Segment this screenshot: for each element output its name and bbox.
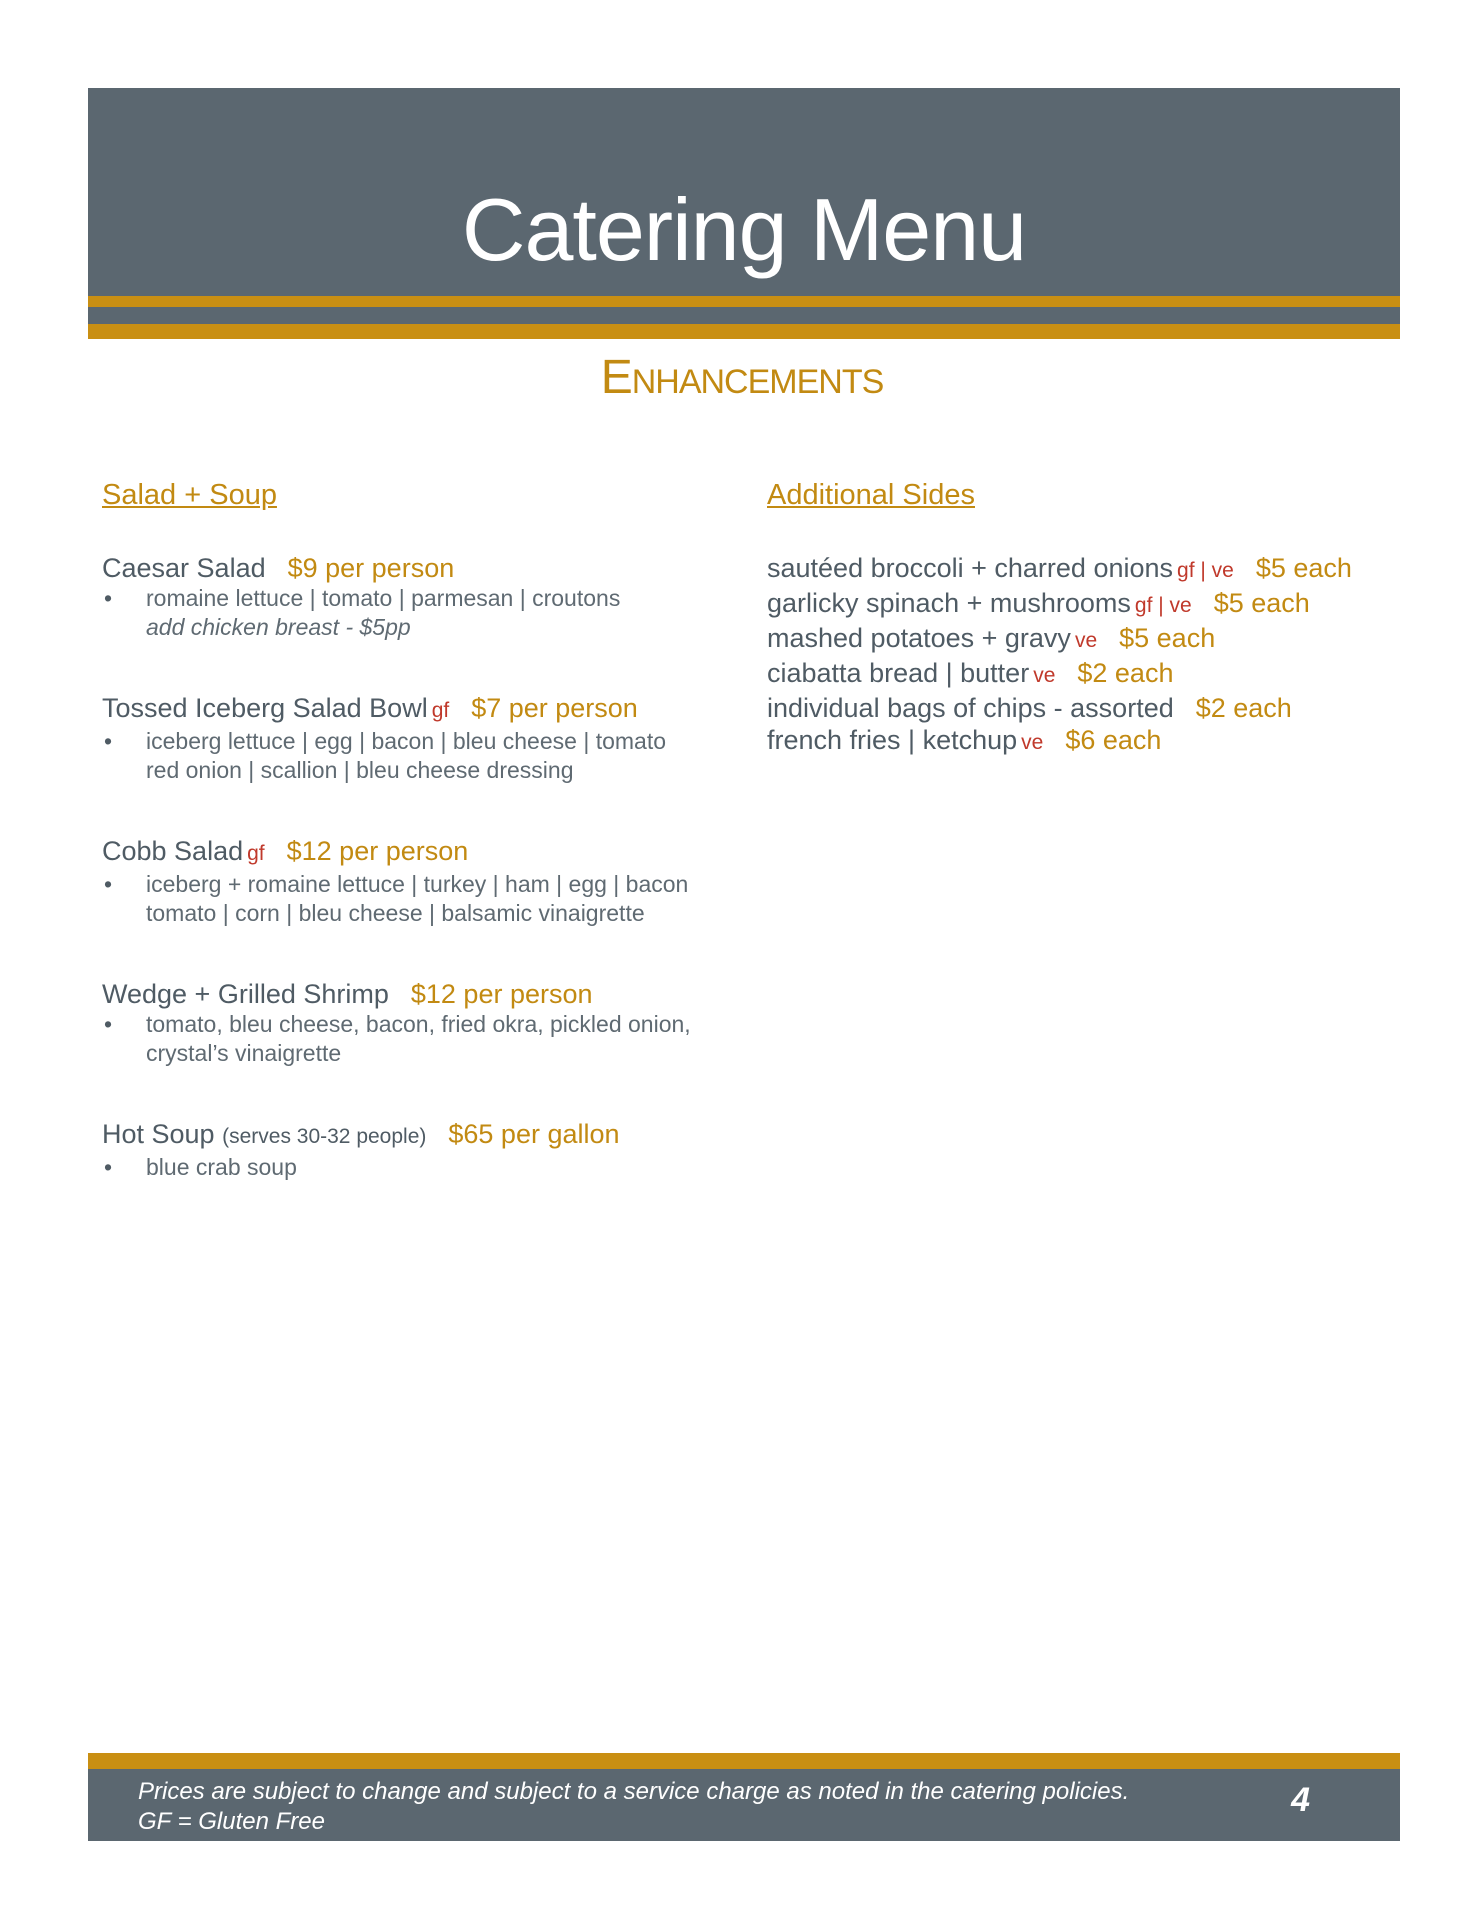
diet-tag: gf | ve — [1134, 593, 1192, 617]
header-gold-stripe-top — [88, 296, 1400, 307]
section-subtitle: Enhancements — [600, 351, 884, 404]
ingredient-line: • iceberg + romaine lettuce | turkey | ham | egg | bacon — [146, 870, 689, 897]
footer-price-disclaimer: Prices are subject to change and subject to a service charge as noted in the catering policies. — [138, 1778, 1130, 1805]
salad-soup-column — [102, 480, 742, 1232]
page-number: 4 — [1291, 1781, 1310, 1819]
side-price: $2 each — [1195, 692, 1292, 723]
item-header — [102, 835, 742, 870]
menu-item-wedge-shrimp — [102, 978, 742, 1068]
salad-soup-heading: Salad + Soup — [102, 479, 277, 511]
side-item — [767, 587, 1407, 622]
side-name: individual bags of chips - assorted — [767, 692, 1174, 723]
side-item — [767, 622, 1407, 657]
additional-sides-column — [767, 480, 1407, 759]
page-title: Catering Menu — [461, 180, 1027, 279]
side-price: $5 each — [1119, 622, 1216, 653]
menu-item-hot-soup — [102, 1118, 742, 1182]
item-header — [102, 552, 742, 584]
side-name: mashed potatoes + gravy — [767, 622, 1071, 653]
diet-tag: ve — [1021, 730, 1044, 754]
side-price: $2 each — [1077, 657, 1174, 688]
header-banner — [88, 88, 1400, 343]
item-name: Cobb Salad — [102, 835, 244, 866]
item-price: $9 per person — [287, 552, 455, 583]
ingredient-line: • tomato, bleu cheese, bacon, fried okra, pickled onion, — [146, 1010, 691, 1037]
ingredient-line: crystal’s vinaigrette — [146, 1039, 342, 1066]
diet-tag: ve — [1033, 663, 1056, 687]
side-price: $6 each — [1065, 724, 1162, 755]
item-name: Wedge + Grilled Shrimp — [102, 978, 389, 1009]
item-price: $12 per person — [410, 978, 593, 1009]
side-item — [767, 552, 1407, 587]
item-name: Caesar Salad — [102, 552, 266, 583]
item-name: Tossed Iceberg Salad Bowl — [102, 692, 428, 723]
item-price: $7 per person — [471, 692, 638, 723]
menu-item-caesar-salad — [102, 552, 742, 642]
side-name: ciabatta bread | butter — [767, 657, 1030, 688]
footer-note — [138, 1777, 1129, 1837]
side-price: $5 each — [1255, 552, 1352, 583]
header-slate-stripe — [88, 307, 1400, 324]
ingredient-line: red onion | scallion | bleu cheese dressing — [146, 756, 574, 783]
footer-gold-stripe — [88, 1753, 1400, 1769]
side-name: sautéed broccoli + charred onions — [767, 552, 1174, 583]
item-ingredients — [102, 727, 742, 785]
gf-tag: gf — [431, 698, 450, 722]
item-ingredients — [102, 1010, 742, 1068]
diet-tag: ve — [1074, 628, 1098, 652]
ingredient-line: tomato | corn | bleu cheese | balsamic vinaigrette — [146, 899, 645, 926]
side-item — [767, 724, 1407, 759]
footer-banner — [88, 1753, 1400, 1841]
item-ingredients: • romaine lettuce | tomato | parmesan | croutons — [102, 584, 742, 613]
menu-item-cobb-salad — [102, 835, 742, 928]
side-item — [767, 692, 1407, 724]
side-name: french fries | ketchup — [767, 724, 1018, 755]
additional-sides-heading: Additional Sides — [767, 479, 975, 511]
diet-tag: gf | ve — [1177, 558, 1234, 582]
header-gold-stripe-bottom — [88, 324, 1400, 339]
item-price: $12 per person — [286, 835, 469, 866]
item-header — [102, 692, 742, 727]
item-header — [102, 978, 742, 1010]
item-price: $65 per gallon — [448, 1118, 620, 1149]
item-ingredients — [102, 870, 742, 928]
side-item — [767, 657, 1407, 692]
footer-gf-legend: GF = Gluten Free — [138, 1808, 325, 1835]
item-addon: add chicken breast - $5pp — [146, 613, 411, 640]
gf-tag: gf — [247, 841, 265, 865]
item-name: Hot Soup — [102, 1118, 215, 1149]
ingredient-line: • iceberg lettuce | egg | bacon | bleu cheese | tomato — [146, 727, 667, 754]
item-note: (serves 30-32 people) — [222, 1124, 427, 1148]
side-price: $5 each — [1213, 587, 1310, 618]
menu-item-tossed-iceberg — [102, 692, 742, 785]
item-header — [102, 1118, 742, 1153]
item-ingredients: • blue crab soup — [102, 1153, 742, 1182]
side-name: garlicky spinach + mushrooms — [767, 587, 1131, 618]
